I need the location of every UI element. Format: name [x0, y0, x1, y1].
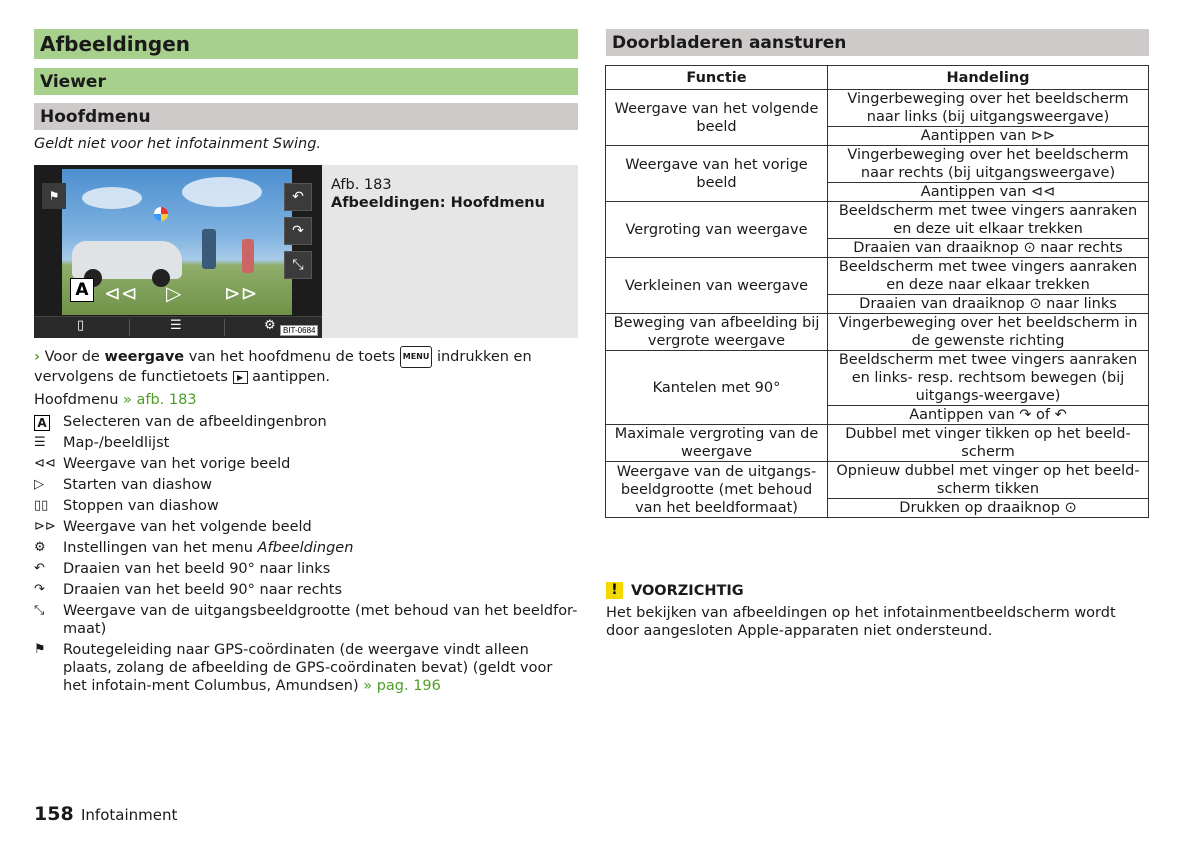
function-cell: Weergave van het vorige beeld — [606, 146, 828, 202]
table-row — [606, 258, 1149, 295]
action-cell: Vingerbeweging over het beeldscherm in de gewenste richting — [828, 314, 1149, 351]
legend-symbol-icon: ⚑ — [34, 642, 46, 657]
legend-text: Routegeleiding naar GPS-coördinaten (de weergave vindt alleen plaats, zolang de afbeelding de GPS-coördinaten bevat) (geldt voor het infotain-ment Columbus, Amundsen) — [63, 642, 553, 694]
caption-title: Afbeeldingen: Hoofdmenu — [331, 195, 545, 211]
legend-text: Map-/beeldlijst — [63, 435, 170, 451]
action-cell: Aantippen van ↷ of ↶ — [828, 406, 1149, 425]
action-cell: Beeldscherm met twee vingers aanraken en deze naar elkaar trekken — [828, 258, 1149, 295]
table-section-heading — [606, 29, 1149, 56]
legend-symbol-icon: ⚙ — [34, 540, 46, 555]
legend-symbol-icon: A — [34, 415, 50, 431]
legend-text: Draaien van het beeld 90° naar rechts — [63, 582, 343, 598]
previous-icon[interactable]: ⊲⊲ — [104, 281, 138, 305]
col-action-header: Handeling — [828, 66, 1149, 90]
legend-item — [34, 455, 579, 473]
footer-section: Infotainment — [81, 806, 178, 824]
rotate-right-icon[interactable]: ↷ — [284, 217, 312, 245]
subsection-title: Hoofdmenu — [40, 107, 151, 127]
play-icon[interactable]: ▷ — [166, 281, 182, 305]
page-number: 158 — [34, 803, 74, 825]
list-heading: Hoofdmenu » afb. 183 — [34, 392, 197, 408]
legend-item — [34, 539, 579, 557]
table-row — [606, 90, 1149, 127]
action-cell: Vingerbeweging over het beeldscherm naar links (bij uitgangsweergave) — [828, 90, 1149, 127]
chapter-heading — [34, 29, 578, 59]
legend-text: Instellingen van het menu — [63, 540, 258, 556]
legend-symbol-icon: ▯▯ — [34, 498, 49, 513]
table-row — [606, 425, 1149, 462]
table-row — [606, 462, 1149, 499]
action-cell: Aantippen van ⊳⊳ — [828, 127, 1149, 146]
legend-symbol-icon: ☰ — [34, 435, 46, 450]
action-cell: Beeldscherm met twee vingers aanraken en links- resp. rechtsom bewegen (bij uitgangs-weergave) — [828, 351, 1149, 406]
next-icon[interactable]: ⊳⊳ — [224, 281, 258, 305]
function-cell: Weergave van het volgende beeld — [606, 90, 828, 146]
legend-symbol-icon: ⤡ — [34, 603, 45, 618]
function-cell: Beweging van afbeelding bij vergrote weergave — [606, 314, 828, 351]
source-badge: A — [70, 278, 94, 302]
figure-183 — [34, 165, 578, 338]
legend-symbol-icon: ↶ — [34, 561, 45, 576]
table-row — [606, 351, 1149, 406]
applicability-note: Geldt niet voor het infotainment Swing. — [34, 136, 322, 152]
table-row — [606, 314, 1149, 351]
action-cell: Aantippen van ⊲⊲ — [828, 183, 1149, 202]
legend-symbol-icon: ↷ — [34, 582, 45, 597]
instruction-paragraph: › Voor de weergave van het hoofdmenu de toets MENU indrukken en vervolgens de functietoets ▶ aantippen. — [34, 346, 579, 386]
step-arrow-icon: › — [34, 349, 40, 365]
legend-item — [34, 602, 579, 638]
section-heading — [34, 68, 578, 95]
caption-number: Afb. 183 — [331, 177, 392, 193]
list-icon[interactable]: ☰ — [170, 318, 182, 333]
legend-text: Selecteren van de afbeeldingenbron — [63, 414, 327, 430]
warning-icon: ! — [606, 582, 623, 599]
legend-item — [34, 518, 579, 536]
controls-table — [605, 65, 1149, 518]
action-cell: Draaien van draaiknop ⊙ naar rechts — [828, 239, 1149, 258]
action-cell: Opnieuw dubbel met vinger op het beeld-scherm tikken — [828, 462, 1149, 499]
action-cell: Draaien van draaiknop ⊙ naar links — [828, 295, 1149, 314]
screen-bottom-bar — [34, 316, 322, 338]
rotate-left-icon[interactable]: ↶ — [284, 183, 312, 211]
section-title: Viewer — [40, 72, 106, 92]
legend-text: Starten van diashow — [63, 477, 213, 493]
figure-caption — [331, 176, 545, 212]
legend-item — [34, 413, 579, 431]
legend-item — [34, 434, 579, 452]
source-select-icon[interactable]: ▯ — [77, 318, 85, 333]
action-cell: Dubbel met vinger tikken op het beeld-scherm — [828, 425, 1149, 462]
legend-symbol-icon: ▷ — [34, 477, 44, 492]
legend-symbol-icon: ⊳⊳ — [34, 519, 56, 534]
legend-item — [34, 560, 579, 578]
table-row — [606, 146, 1149, 183]
settings-icon[interactable]: ⚙ — [264, 318, 276, 333]
caution-title: VOORZICHTIG — [631, 583, 744, 599]
col-function-header: Functie — [606, 66, 828, 90]
legend-item — [34, 497, 579, 515]
legend-symbol-icon: ⊲⊲ — [34, 456, 56, 471]
subsection-heading — [34, 103, 578, 130]
function-cell: Kantelen met 90° — [606, 351, 828, 425]
slideshow-function-icon: ▶ — [233, 371, 248, 384]
table-row — [606, 202, 1149, 239]
action-cell: Beeldscherm met twee vingers aanraken en deze uit elkaar trekken — [828, 202, 1149, 239]
menu-key-icon: MENU — [400, 346, 433, 368]
legend-text: Draaien van het beeld 90° naar links — [63, 561, 331, 577]
flag-icon[interactable]: ⚑ — [42, 183, 66, 209]
function-cell: Verkleinen van weergave — [606, 258, 828, 314]
function-cell: Weergave van de uitgangs-beeldgrootte (met behoud van het beeldformaat) — [606, 462, 828, 518]
table-section-title: Doorbladeren aansturen — [612, 33, 847, 53]
caution-text: Het bekijken van afbeeldingen op het infotainmentbeeldscherm wordt door aangesloten Apple-apparaten niet ondersteund. — [606, 605, 1116, 639]
legend-item — [34, 641, 579, 695]
infotainment-screen-image — [34, 165, 322, 337]
function-cell: Maximale vergroting van de weergave — [606, 425, 828, 462]
function-cell: Vergroting van weergave — [606, 202, 828, 258]
legend-list — [34, 413, 579, 698]
legend-text: Weergave van het volgende beeld — [63, 519, 312, 535]
legend-italic: Afbeeldingen — [257, 540, 354, 556]
legend-text: Weergave van het vorige beeld — [63, 456, 291, 472]
chapter-title: Afbeeldingen — [40, 32, 191, 56]
action-cell: Vingerbeweging over het beeldscherm naar rechts (bij uitgangsweergave) — [828, 146, 1149, 183]
legend-text: Weergave van de uitgangsbeeldgrootte (met behoud van het beeldfor-maat) — [63, 603, 578, 637]
figure-code: BIT-0684 — [280, 325, 318, 336]
original-size-icon[interactable]: ⤡ — [284, 251, 312, 279]
legend-item — [34, 476, 579, 494]
figure-reference-link[interactable]: » afb. 183 — [123, 392, 197, 408]
action-cell: Drukken op draaiknop ⊙ — [828, 499, 1149, 518]
page-reference-link[interactable]: » pag. 196 — [363, 678, 441, 694]
legend-item — [34, 581, 579, 599]
legend-text: Stoppen van diashow — [63, 498, 219, 514]
